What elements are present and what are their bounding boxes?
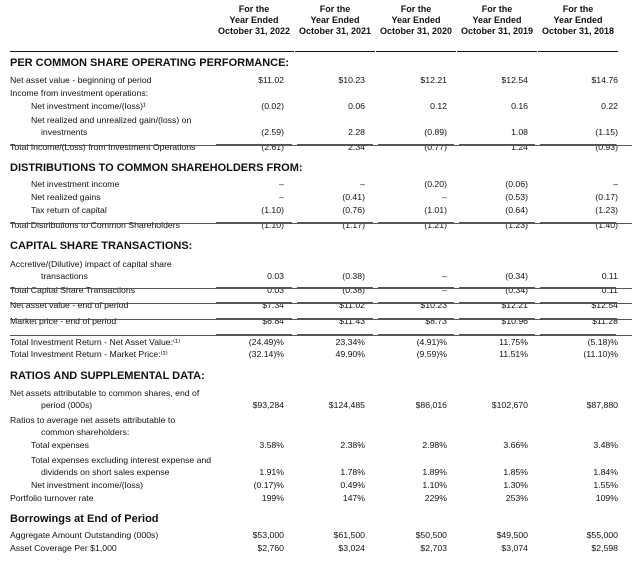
- cell-value: $93,284: [252, 400, 284, 410]
- row-label: Tax return of capital: [31, 205, 107, 215]
- cell-value: 3.66%: [503, 440, 528, 450]
- header-underline: [538, 51, 618, 52]
- cell-value: 0.49%: [340, 480, 365, 490]
- cell-value: (32.14)%: [248, 349, 284, 359]
- cell-value: $12.54: [591, 300, 618, 310]
- cell-value: (1.10): [261, 205, 284, 215]
- row-label: Accretive/(Dilutive) impact of capital share: [10, 259, 172, 269]
- cell-value: (0.41): [342, 192, 365, 202]
- column-header-5: [538, 4, 618, 37]
- header-underline: [10, 51, 214, 52]
- row-label: Ratios to average net assets attributable to: [10, 415, 176, 425]
- cell-value: (2.61): [261, 142, 284, 152]
- cell-value: (0.06): [505, 179, 528, 189]
- subtotal-rule: [378, 318, 454, 319]
- cell-value: 1.84%: [593, 467, 618, 477]
- row-label: Net investment income: [31, 179, 120, 189]
- cell-value: 49.90%: [335, 349, 365, 359]
- cell-value: 11.51%: [499, 349, 528, 359]
- cell-value: (1.10): [261, 220, 284, 230]
- column-header-line: October 31, 2021: [298, 26, 372, 36]
- cell-value: 23.34%: [335, 337, 365, 347]
- section-heading: DISTRIBUTIONS TO COMMON SHAREHOLDERS FROM:: [10, 162, 303, 174]
- subtotal-rule: [297, 222, 373, 223]
- cell-value: 1.78%: [340, 467, 365, 477]
- row-label: Total Income/(Loss) from Investment Operations: [10, 142, 196, 152]
- cell-value: 1.30%: [503, 480, 528, 490]
- cell-value: (0.34): [505, 271, 528, 281]
- cell-value: 1.85%: [503, 467, 528, 477]
- cell-value: 1.08: [511, 127, 528, 137]
- cell-value: 0.06: [348, 101, 365, 111]
- row-label: dividends on short sales expense: [41, 467, 170, 477]
- cell-value: 3.58%: [259, 440, 284, 450]
- subtotal-rule: [378, 334, 454, 335]
- cell-value: (0.77): [424, 142, 447, 152]
- cell-value: 0.12: [430, 101, 447, 111]
- cell-value: $10.96: [501, 316, 528, 326]
- cell-value: (1.21): [424, 220, 447, 230]
- row-divider: [10, 223, 632, 224]
- cell-value: $3,024: [338, 543, 365, 553]
- column-header-3: [376, 4, 456, 37]
- cell-value: $2,598: [591, 543, 618, 553]
- cell-value: (1.40): [595, 220, 618, 230]
- subtotal-rule: [297, 287, 373, 288]
- column-header-line: For the: [562, 4, 594, 14]
- cell-value: 3.48%: [593, 440, 618, 450]
- cell-value: (0.02): [261, 101, 284, 111]
- column-header-line: For the: [481, 4, 513, 14]
- subtotal-rule: [459, 144, 535, 145]
- row-divider: [10, 335, 632, 336]
- cell-value: 199%: [261, 493, 284, 503]
- cell-value: 11.75%: [499, 337, 528, 347]
- cell-value: $124,485: [328, 400, 365, 410]
- row-divider: [10, 288, 632, 289]
- column-header-line: Year Ended: [310, 15, 360, 25]
- row-divider: [10, 145, 632, 146]
- subtotal-rule: [378, 287, 454, 288]
- cell-value: 2.38%: [340, 440, 365, 450]
- row-label: period (000s): [41, 400, 93, 410]
- column-header-line: For the: [319, 4, 351, 14]
- row-label: Net investment income/(loss): [31, 480, 144, 490]
- column-header-1: [214, 4, 294, 37]
- header-underline: [376, 51, 456, 52]
- subtotal-rule: [540, 302, 616, 303]
- cell-value: –: [279, 192, 284, 202]
- cell-value: $55,000: [586, 530, 618, 540]
- cell-value: (0.17): [595, 192, 618, 202]
- subtotal-rule: [216, 287, 292, 288]
- row-label: common shareholders:: [41, 427, 130, 437]
- cell-value: $7.34: [262, 300, 284, 310]
- subtotal-rule: [216, 222, 292, 223]
- row-label: Income from investment operations:: [10, 88, 149, 98]
- subtotal-rule: [459, 334, 535, 335]
- column-header-line: Year Ended: [229, 15, 279, 25]
- cell-value: (1.23): [595, 205, 618, 215]
- cell-value: $14.76: [591, 75, 618, 85]
- cell-value: –: [442, 192, 447, 202]
- cell-value: $10.23: [338, 75, 365, 85]
- row-label: Net investment income/(loss)¹: [31, 101, 146, 111]
- cell-value: 0.11: [601, 285, 618, 295]
- cell-value: –: [360, 179, 365, 189]
- subtotal-rule: [378, 222, 454, 223]
- column-header-line: For the: [238, 4, 270, 14]
- cell-value: $2,760: [257, 543, 284, 553]
- row-label: Asset Coverage Per $1,000: [10, 543, 117, 553]
- subtotal-rule: [540, 334, 616, 335]
- cell-value: $49,500: [496, 530, 528, 540]
- cell-value: 1.55%: [593, 480, 618, 490]
- cell-value: (2.59): [261, 127, 284, 137]
- cell-value: $87,880: [586, 400, 618, 410]
- cell-value: (24.49)%: [248, 337, 284, 347]
- section-heading: PER COMMON SHARE OPERATING PERFORMANCE:: [10, 57, 290, 69]
- header-underline: [457, 51, 537, 52]
- cell-value: $11.02: [258, 75, 284, 85]
- cell-value: 0.03: [267, 285, 284, 295]
- cell-value: 109%: [595, 493, 618, 503]
- cell-value: (0.20): [424, 179, 447, 189]
- cell-value: $86,016: [415, 400, 447, 410]
- cell-value: (0.38): [342, 271, 365, 281]
- cell-value: 0.22: [601, 101, 618, 111]
- row-label: Net asset value - end of period: [10, 300, 129, 310]
- cell-value: $10.23: [420, 300, 447, 310]
- row-label: investments: [41, 127, 88, 137]
- cell-value: (4.91)%: [416, 337, 447, 347]
- cell-value: (9.59)%: [416, 349, 447, 359]
- cell-value: 0.11: [601, 271, 618, 281]
- section-heading: RATIOS AND SUPPLEMENTAL DATA:: [10, 370, 205, 382]
- column-header-line: October 31, 2020: [379, 26, 453, 36]
- cell-value: (0.93): [595, 142, 618, 152]
- cell-value: $102,670: [491, 400, 528, 410]
- cell-value: $2,703: [420, 543, 447, 553]
- cell-value: –: [442, 271, 447, 281]
- subtotal-rule: [297, 302, 373, 303]
- cell-value: (0.64): [505, 205, 528, 215]
- row-divider: [10, 303, 632, 304]
- subtotal-rule: [459, 287, 535, 288]
- row-label: Total Investment Return - Net Asset Value:⁽¹⁾: [10, 337, 181, 347]
- cell-value: (5.18)%: [587, 337, 618, 347]
- cell-value: $53,000: [252, 530, 284, 540]
- subtotal-rule: [297, 318, 373, 319]
- cell-value: $12.21: [501, 300, 528, 310]
- row-label: Market price - end of period: [10, 316, 117, 326]
- cell-value: (1.15): [595, 127, 618, 137]
- column-header-line: Year Ended: [391, 15, 441, 25]
- cell-value: –: [279, 179, 284, 189]
- subtotal-rule: [540, 287, 616, 288]
- subtotal-rule: [216, 334, 292, 335]
- section-heading: CAPITAL SHARE TRANSACTIONS:: [10, 240, 193, 252]
- row-label: Net asset value - beginning of period: [10, 75, 152, 85]
- subtotal-rule: [540, 318, 616, 319]
- subtotal-rule: [459, 302, 535, 303]
- row-label: Net realized gains: [31, 192, 101, 202]
- subtotal-rule: [459, 318, 535, 319]
- cell-value: 147%: [342, 493, 365, 503]
- cell-value: 229%: [424, 493, 447, 503]
- subtotal-rule: [459, 222, 535, 223]
- row-label: Total Distributions to Common Shareholders: [10, 220, 180, 230]
- section-heading: Borrowings at End of Period: [10, 513, 159, 525]
- subtotal-rule: [297, 334, 373, 335]
- row-label: Total expenses excluding interest expense and: [31, 455, 212, 465]
- subtotal-rule: [216, 302, 292, 303]
- subtotal-rule: [216, 318, 292, 319]
- column-header-2: [295, 4, 375, 37]
- row-label: Aggregate Amount Outstanding (000s): [10, 530, 159, 540]
- cell-value: 1.24: [511, 142, 528, 152]
- cell-value: 1.10%: [422, 480, 447, 490]
- cell-value: –: [613, 179, 618, 189]
- row-label: Total expenses: [31, 440, 89, 450]
- cell-value: 0.03: [267, 271, 284, 281]
- cell-value: (0.34): [505, 285, 528, 295]
- cell-value: 0.16: [511, 101, 528, 111]
- cell-value: 253%: [505, 493, 528, 503]
- cell-value: (0.38): [342, 285, 365, 295]
- cell-value: (1.23): [505, 220, 528, 230]
- subtotal-rule: [297, 144, 373, 145]
- column-header-4: [457, 4, 537, 37]
- cell-value: (1.17): [342, 220, 365, 230]
- column-header-line: For the: [400, 4, 432, 14]
- column-header-line: October 31, 2018: [541, 26, 615, 36]
- cell-value: $61,500: [333, 530, 365, 540]
- subtotal-rule: [378, 302, 454, 303]
- row-label: Portfolio turnover rate: [10, 493, 94, 503]
- row-label: transactions: [41, 271, 88, 281]
- row-label: Net assets attributable to common shares, end of: [10, 388, 200, 398]
- row-label: Total Investment Return - Market Price:⁽²⁾: [10, 349, 168, 359]
- cell-value: $50,500: [415, 530, 447, 540]
- subtotal-rule: [216, 144, 292, 145]
- cell-value: 2.28: [348, 127, 365, 137]
- cell-value: $12.21: [420, 75, 447, 85]
- column-header-line: October 31, 2022: [217, 26, 291, 36]
- header-underline: [214, 51, 294, 52]
- subtotal-rule: [540, 222, 616, 223]
- cell-value: (1.01): [424, 205, 447, 215]
- cell-value: (11.10)%: [583, 349, 618, 359]
- column-header-line: October 31, 2019: [460, 26, 534, 36]
- cell-value: 1.91%: [259, 467, 284, 477]
- subtotal-rule: [540, 144, 616, 145]
- subtotal-rule: [378, 144, 454, 145]
- header-underline: [295, 51, 375, 52]
- cell-value: $11.02: [339, 300, 365, 310]
- row-divider: [10, 319, 632, 320]
- cell-value: (0.76): [342, 205, 365, 215]
- cell-value: $12.54: [501, 75, 528, 85]
- cell-value: 2.98%: [422, 440, 447, 450]
- column-header-line: Year Ended: [553, 15, 603, 25]
- cell-value: $11.43: [339, 316, 365, 326]
- cell-value: $6.84: [262, 316, 284, 326]
- row-label: Total Capital Share Transactions: [10, 285, 136, 295]
- cell-value: (0.53): [505, 192, 528, 202]
- cell-value: $11.28: [592, 316, 618, 326]
- cell-value: 2.34: [348, 142, 365, 152]
- cell-value: (0.89): [424, 127, 447, 137]
- row-label: Net realized and unrealized gain/(loss) on: [31, 115, 192, 125]
- cell-value: $3,074: [501, 543, 528, 553]
- cell-value: $8.73: [425, 316, 447, 326]
- cell-value: 1.89%: [422, 467, 447, 477]
- cell-value: (0.17)%: [253, 480, 284, 490]
- column-header-line: Year Ended: [472, 15, 522, 25]
- cell-value: –: [442, 285, 447, 295]
